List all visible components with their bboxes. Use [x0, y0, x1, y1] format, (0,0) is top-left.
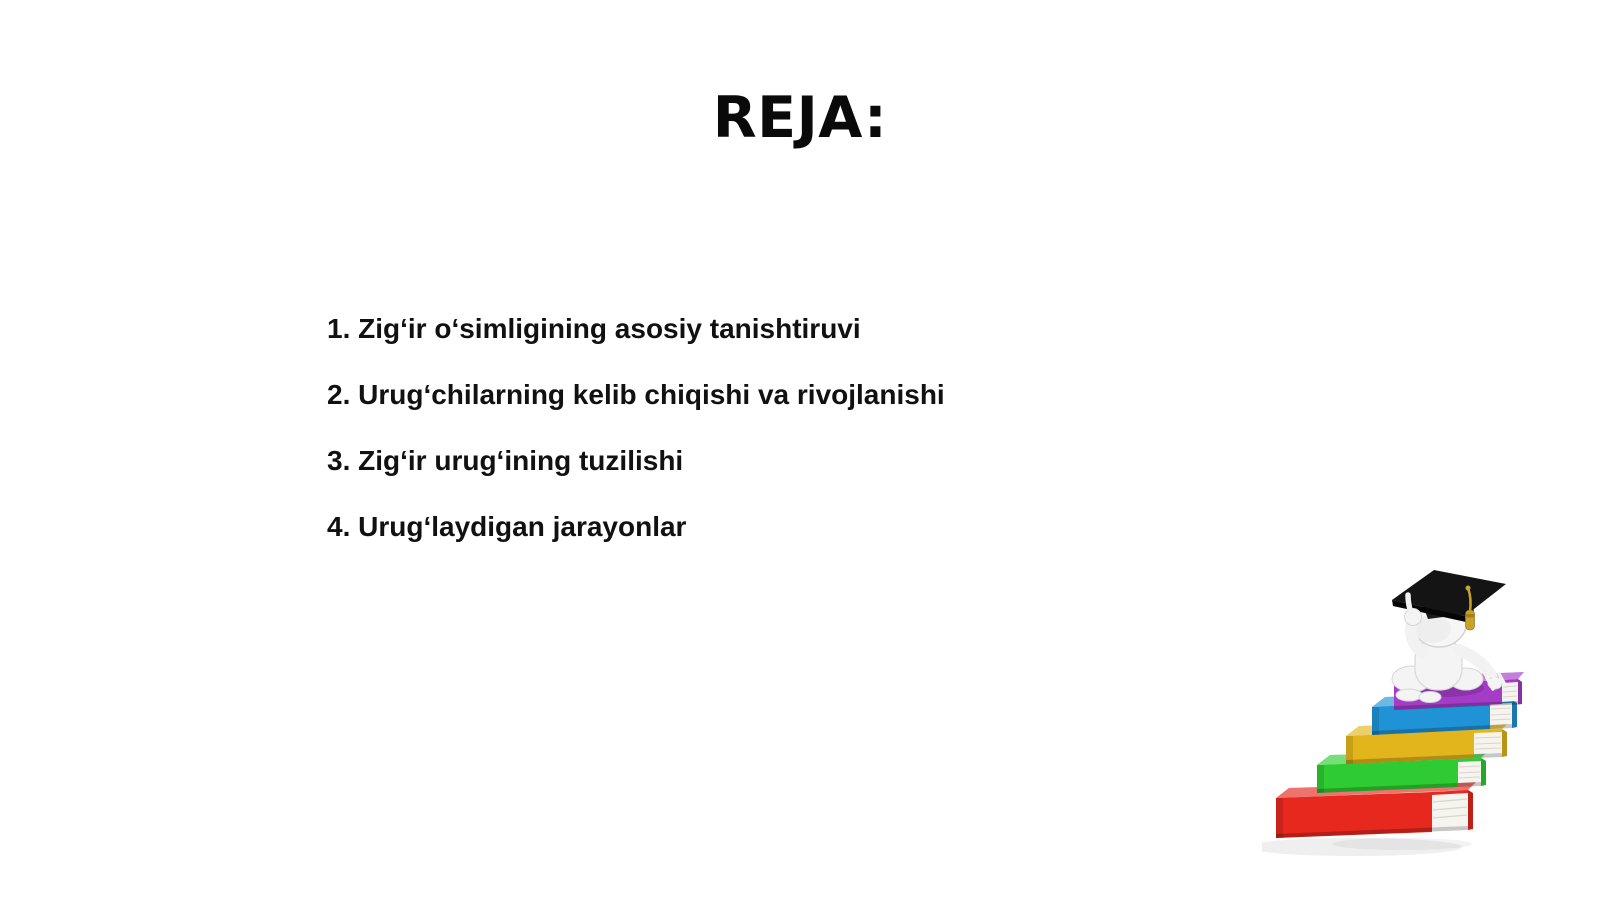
- plan-item-1: 1. Zig‘ir o‘simligining asosiy tanishtiruvi: [327, 313, 861, 344]
- plan-list: [327, 314, 945, 541]
- plan-item-4: 4. Urug‘laydigan jarayonlar: [327, 511, 687, 542]
- graduate-on-books-illustration: [1262, 558, 1528, 858]
- plan-item-3: 3. Zig‘ir urug‘ining tuzilishi: [327, 445, 684, 476]
- cap-tassel: [1466, 610, 1475, 630]
- plan-item-2: 2. Urug‘chilarning kelib chiqishi va rivojlanishi: [327, 379, 945, 410]
- slide-title: REJA:: [712, 85, 888, 151]
- graduate-figure: [1392, 570, 1506, 703]
- ground-shadow: [1262, 838, 1472, 856]
